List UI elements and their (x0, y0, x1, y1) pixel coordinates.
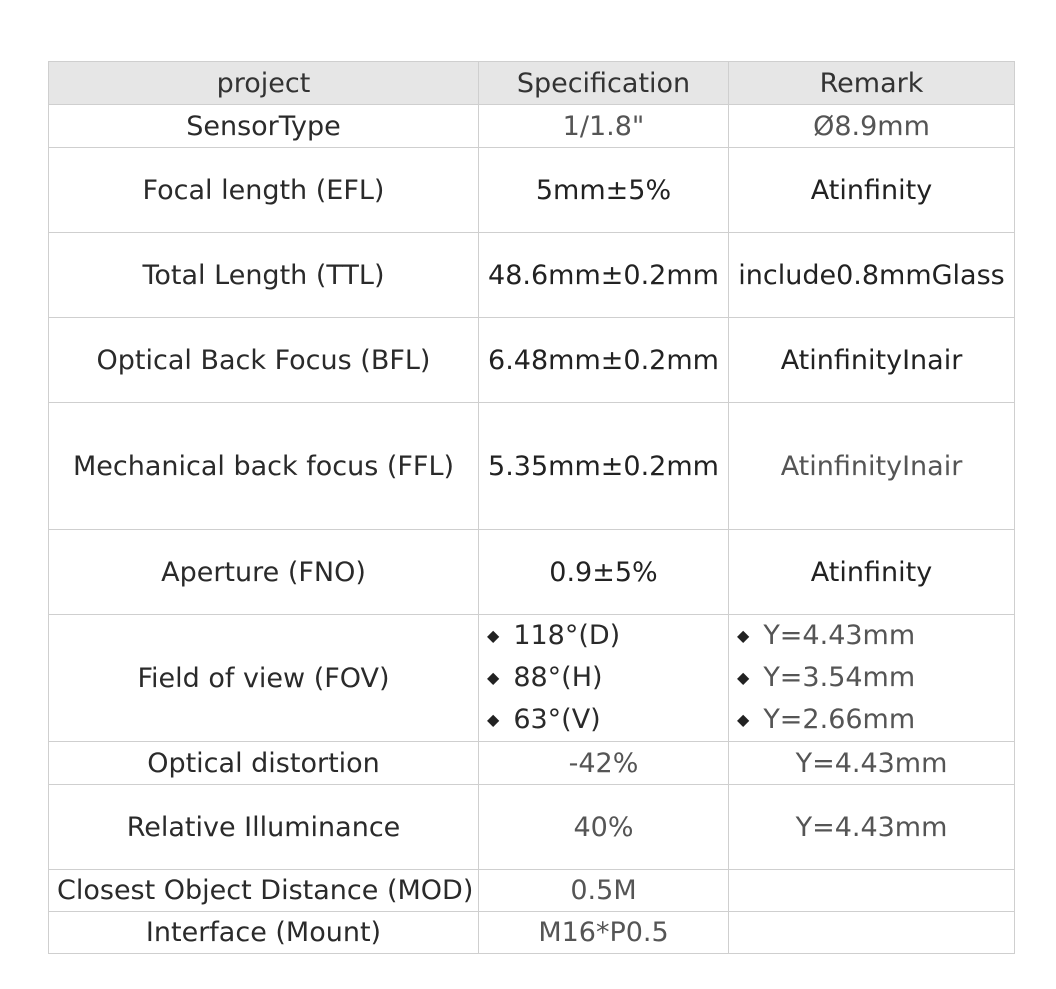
project-cell: Relative Illuminance (49, 785, 479, 870)
project-cell: Optical Back Focus (BFL) (49, 318, 479, 403)
remark-list-cell (729, 615, 1015, 742)
list-item: ◆ 88°(H) (487, 657, 720, 699)
remark-cell: include0.8mmGlass (729, 233, 1015, 318)
header-project: project (49, 62, 479, 105)
spec-list-cell (479, 615, 729, 742)
list-item: ◆ Y=3.54mm (737, 657, 1006, 699)
remark-cell: Atinfinity (729, 148, 1015, 233)
spec-cell: 48.6mm±0.2mm (479, 233, 729, 318)
header-remark: Remark (729, 62, 1015, 105)
remark-cell: Ø8.9mm (729, 105, 1015, 148)
diamond-bullet-icon: ◆ (737, 668, 750, 687)
remark-cell (729, 912, 1015, 954)
project-cell: Interface (Mount) (49, 912, 479, 954)
diamond-bullet-icon: ◆ (487, 710, 500, 729)
fov-angle-list (487, 615, 720, 741)
remark-cell: Atinfinity (729, 530, 1015, 615)
table-row (49, 530, 1015, 615)
list-item: ◆ 63°(V) (487, 699, 720, 741)
spec-cell: 5mm±5% (479, 148, 729, 233)
diamond-bullet-icon: ◆ (737, 626, 750, 645)
table-row (49, 318, 1015, 403)
table-row (49, 742, 1015, 785)
remark-cell: Y=4.43mm (729, 785, 1015, 870)
table-row (49, 912, 1015, 954)
spec-cell: 6.48mm±0.2mm (479, 318, 729, 403)
table-row (49, 785, 1015, 870)
table-row (49, 105, 1015, 148)
table-row (49, 148, 1015, 233)
list-item: ◆ 118°(D) (487, 615, 720, 657)
header-row (49, 62, 1015, 105)
remark-cell: Y=4.43mm (729, 742, 1015, 785)
project-cell: Aperture (FNO) (49, 530, 479, 615)
project-cell: Focal length (EFL) (49, 148, 479, 233)
table-row (49, 870, 1015, 912)
spec-cell: 0.9±5% (479, 530, 729, 615)
remark-cell: AtinfinityInair (729, 403, 1015, 530)
project-cell: Closest Object Distance (MOD) (49, 870, 479, 912)
project-cell: Total Length (TTL) (49, 233, 479, 318)
project-cell: Optical distortion (49, 742, 479, 785)
diamond-bullet-icon: ◆ (737, 710, 750, 729)
remark-cell: AtinfinityInair (729, 318, 1015, 403)
table-row (49, 403, 1015, 530)
diamond-bullet-icon: ◆ (487, 626, 500, 645)
spec-cell: -42% (479, 742, 729, 785)
spec-cell: M16*P0.5 (479, 912, 729, 954)
spec-cell: 40% (479, 785, 729, 870)
list-item: ◆ Y=2.66mm (737, 699, 1006, 741)
diamond-bullet-icon: ◆ (487, 668, 500, 687)
project-cell: Mechanical back focus (FFL) (49, 403, 479, 530)
spec-table (48, 61, 1015, 954)
table-row (49, 233, 1015, 318)
spec-cell: 5.35mm±0.2mm (479, 403, 729, 530)
project-cell: SensorType (49, 105, 479, 148)
remark-cell (729, 870, 1015, 912)
header-specification: Specification (479, 62, 729, 105)
spec-cell: 0.5M (479, 870, 729, 912)
fov-height-list (737, 615, 1006, 741)
spec-cell: 1/1.8" (479, 105, 729, 148)
project-cell: Field of view (FOV) (49, 615, 479, 742)
list-item: ◆ Y=4.43mm (737, 615, 1006, 657)
table-row (49, 615, 1015, 742)
